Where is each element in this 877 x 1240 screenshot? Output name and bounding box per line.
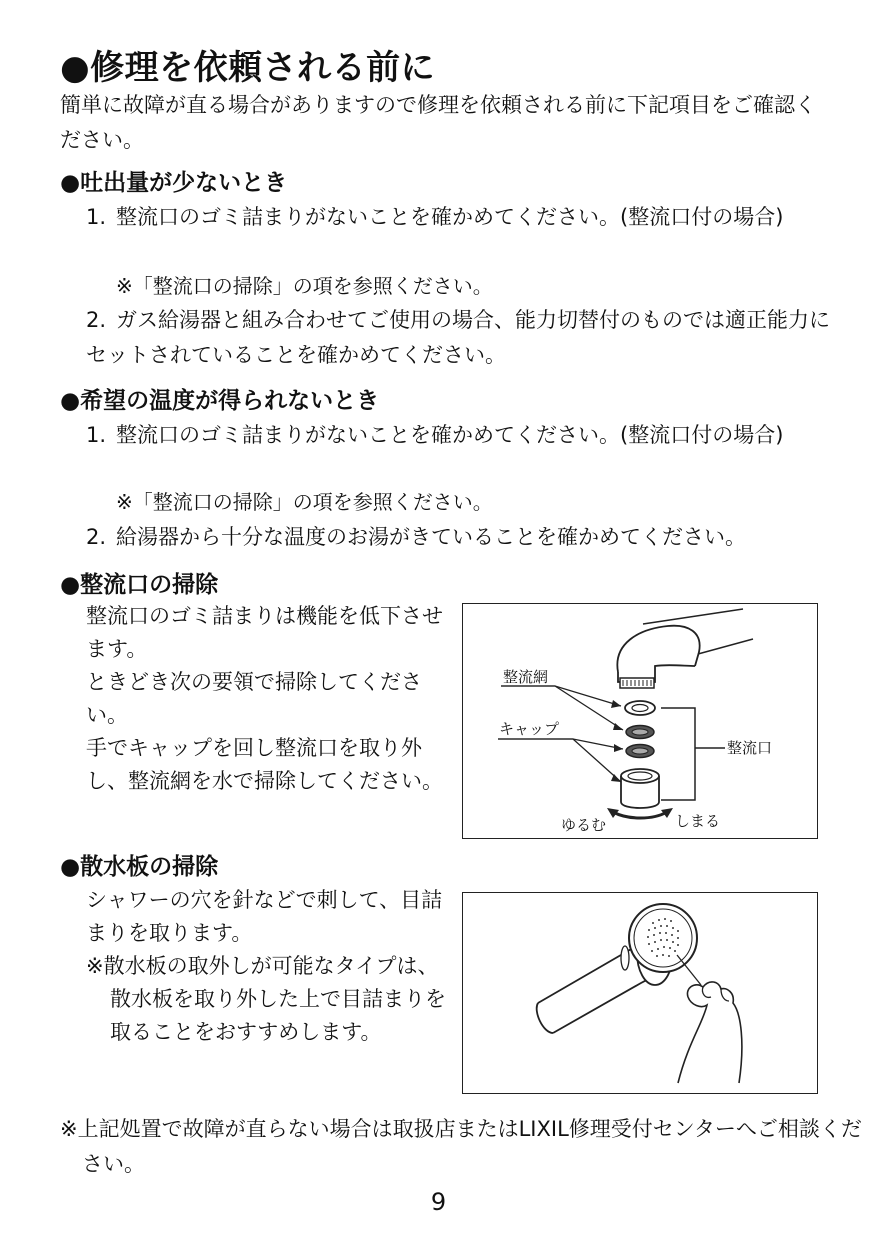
section-heading-aerator-cleaning: ●整流口の掃除 [60, 572, 219, 598]
item-text: ガス給湯器と組み合わせてご使用の場合、能力切替付のものでは適正能力にセットされていることを確かめてください。 [86, 308, 830, 367]
note-mark: ※ [116, 274, 133, 298]
note-text: 「整流口の掃除」の項を参照ください。 [132, 274, 493, 298]
page-number: 9 [430, 1188, 447, 1216]
aerator-illustration [463, 604, 817, 838]
paragraph: シャワーの穴を針などで刺して、目詰まりを取ります。 [86, 888, 443, 945]
reference-note [116, 270, 493, 302]
shower-illustration [463, 893, 817, 1093]
item-number: 1. [86, 423, 107, 447]
item-text: 整流口のゴミ詰まりがないことを確かめてください。(整流口付の場合) [116, 423, 784, 447]
aerator-instructions [86, 600, 446, 798]
item-number: 2. [86, 308, 107, 332]
note-mark: ※ [116, 490, 133, 514]
label-aerator: 整流口 [727, 739, 773, 757]
shower-instructions [86, 884, 446, 1049]
reference-note [116, 486, 493, 518]
list-item [86, 200, 831, 235]
page-title: ●修理を依頼される前に [60, 48, 436, 88]
label-tighten: しまる [675, 812, 721, 830]
label-loosen: ゆるむ [561, 816, 607, 834]
label-mesh: 整流網 [503, 668, 549, 686]
paragraph: ※散水板の取外しが可能なタイプは、散水板を取り外した上で目詰まりを取ることをおすすめします。 [86, 954, 446, 1044]
paragraph: ときどき次の要領で掃除してください。 [86, 670, 422, 727]
intro-text: 簡単に故障が直る場合がありますので修理を依頼される前に下記項目をご確認ください。 [60, 93, 816, 152]
item-text: 給湯器から十分な温度のお湯がきていることを確かめてください。 [116, 525, 746, 549]
list-item [86, 418, 831, 453]
note-text: 「整流口の掃除」の項を参照ください。 [132, 490, 493, 514]
section-heading-temperature: ●希望の温度が得られないとき [60, 388, 380, 414]
paragraph: 整流口のゴミ詰まりは機能を低下させます。 [86, 604, 443, 661]
list-item [86, 303, 831, 373]
section-heading-low-flow: ●吐出量が少ないとき [60, 170, 288, 196]
section-heading-shower-cleaning: ●散水板の掃除 [60, 854, 219, 880]
item-number: 1. [86, 205, 107, 229]
paragraph: 手でキャップを回し整流口を取り外し、整流網を水で掃除してください。 [86, 736, 443, 793]
aerator-figure [462, 603, 818, 839]
item-text: 整流口のゴミ詰まりがないことを確かめてください。(整流口付の場合) [116, 205, 784, 229]
label-cap: キャップ [499, 720, 560, 738]
item-number: 2. [86, 525, 107, 549]
footer-note: ※上記処置で故障が直らない場合は取扱店またはLIXIL修理受付センターへご相談ください。 [60, 1117, 862, 1176]
list-item [86, 520, 831, 555]
shower-figure [462, 892, 818, 1094]
